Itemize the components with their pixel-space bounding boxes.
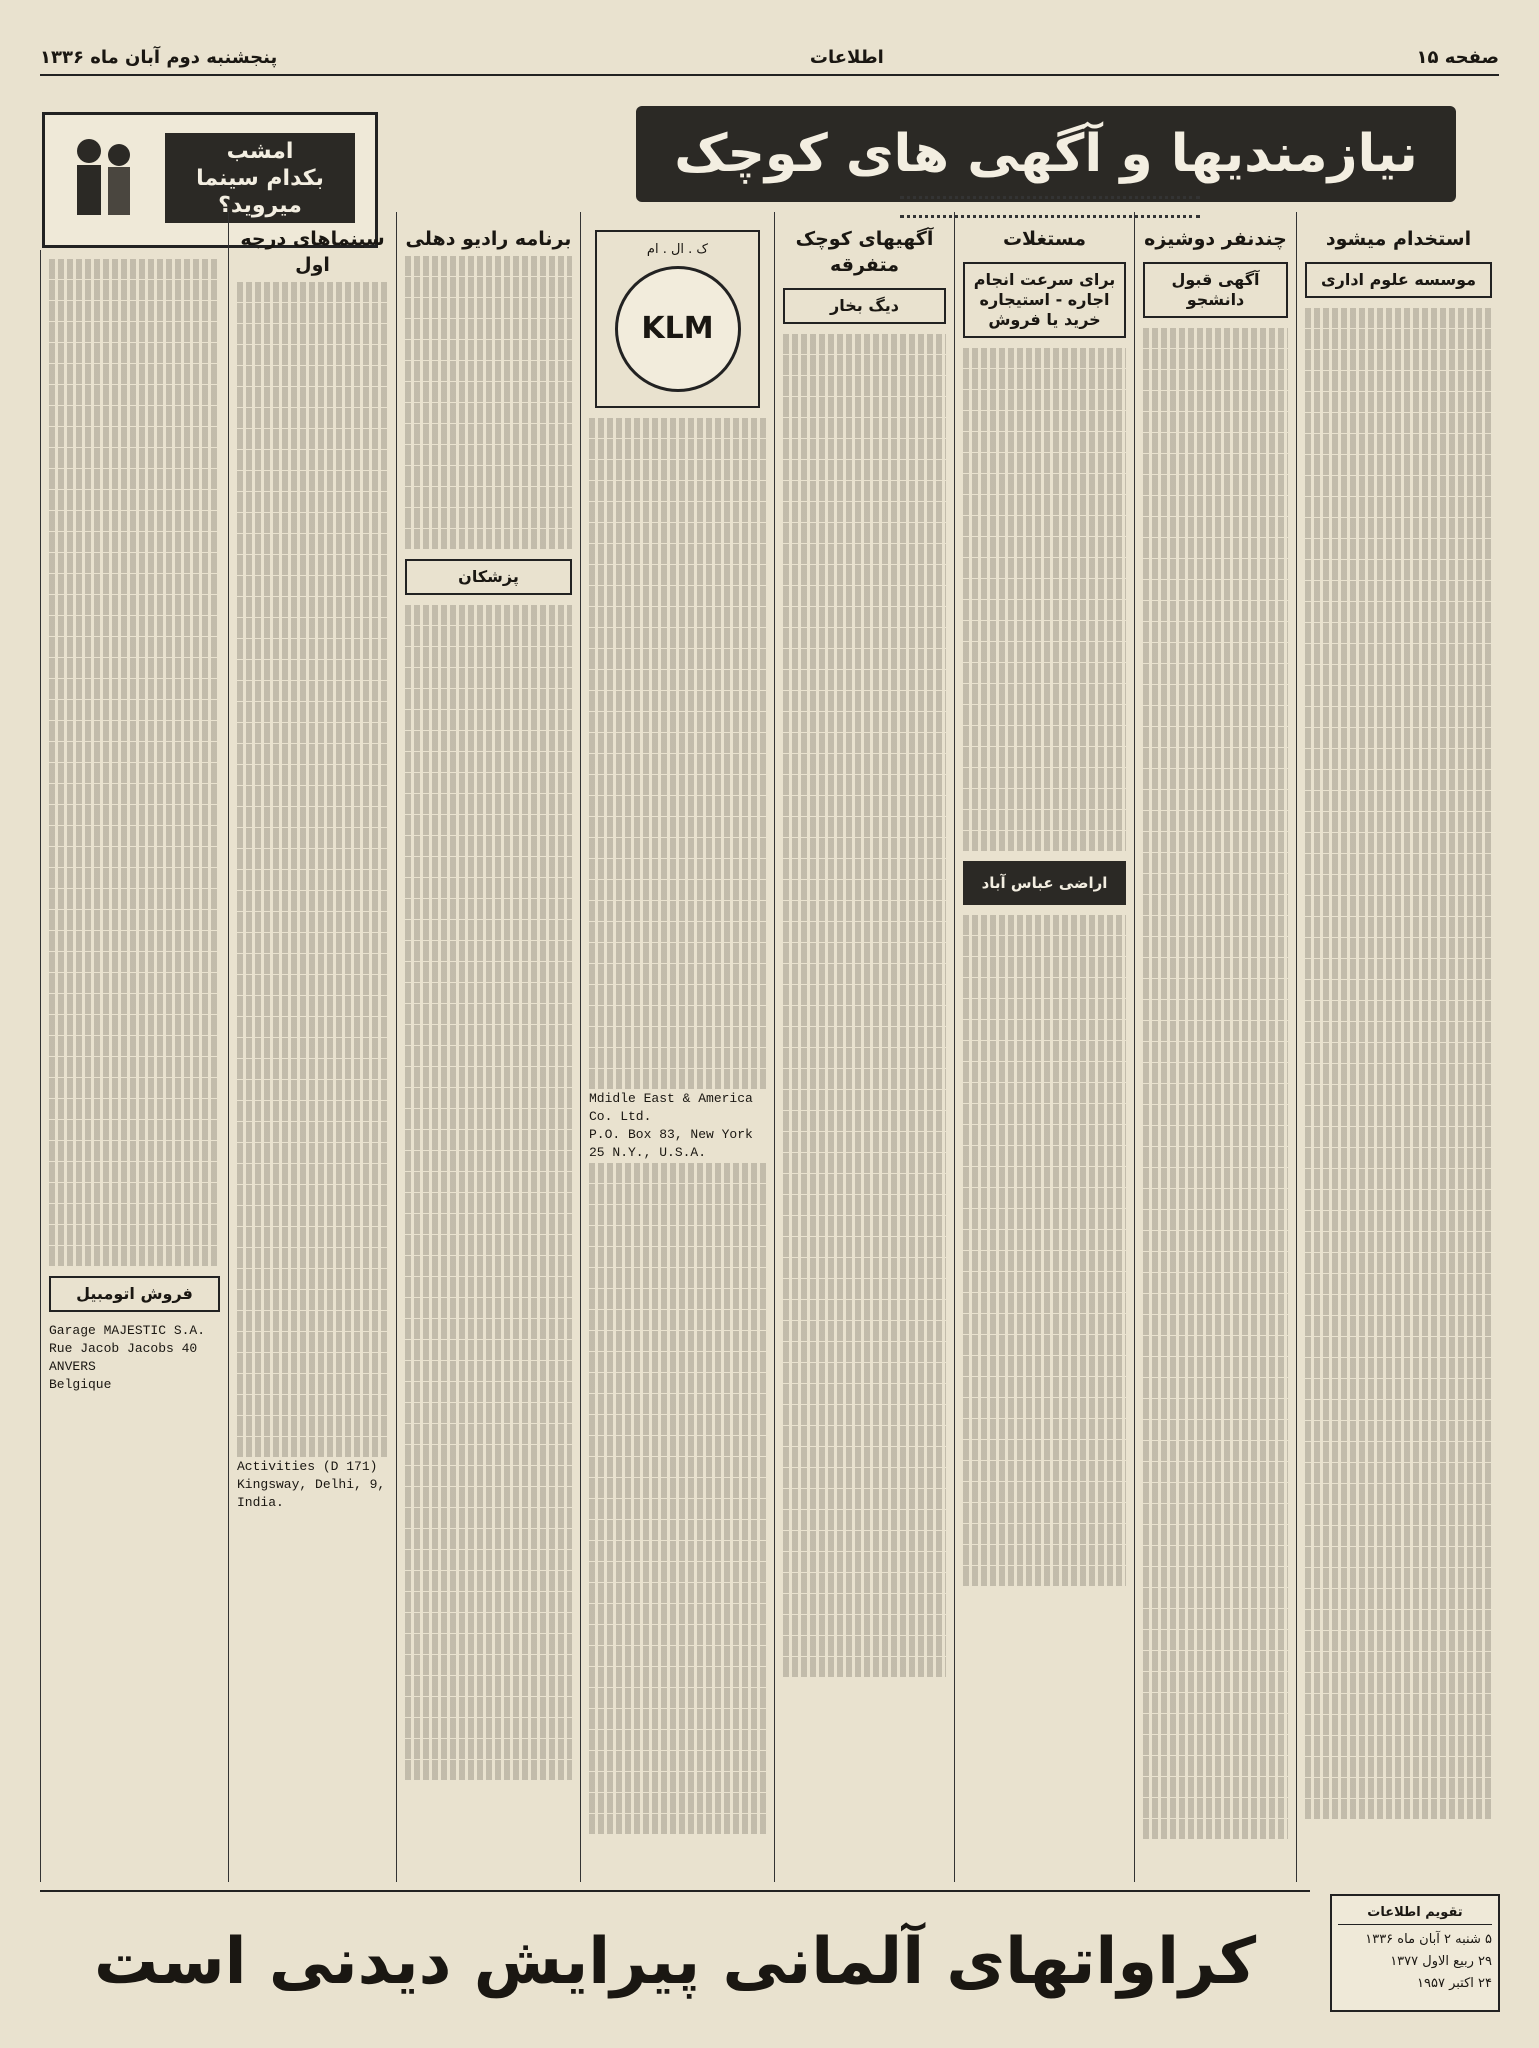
address-line: Co. Ltd.	[589, 1109, 652, 1124]
column-employment	[1296, 212, 1500, 1882]
address-line: Belgique	[49, 1377, 112, 1392]
auto-sale-heading: فروش اتومبیل	[49, 1276, 220, 1312]
column-left	[40, 250, 228, 1882]
klm-ad	[595, 230, 760, 408]
ad-subheading: آگهی قبول دانشجو	[1143, 262, 1288, 318]
column-heading: استخدام میشود	[1325, 228, 1472, 250]
cinema-question	[165, 133, 355, 223]
address-line: Mdidle East & America	[589, 1091, 753, 1106]
ad-subheading: پزشکان	[405, 559, 572, 595]
ad-body-text	[1143, 328, 1288, 1839]
middle-east-address	[589, 1090, 766, 1162]
column-klm	[580, 212, 774, 1882]
classifieds-banner: نیازمندیها و آگهی های کوچک	[636, 106, 1456, 202]
calendar-line: ۲۹ ربیع الاول ۱۳۷۷	[1390, 1954, 1492, 1969]
klm-brand: KLM	[641, 311, 714, 346]
ad-body-text	[49, 259, 220, 1266]
column-misc	[774, 212, 954, 1882]
paper-name: اطلاعات	[809, 46, 884, 68]
address-line: P.O. Box 83, New York	[589, 1127, 753, 1142]
couple-illustration-icon	[59, 129, 149, 229]
ad-body-text	[963, 915, 1126, 1586]
garage-address	[49, 1322, 220, 1394]
address-line: Activities (D 171)	[237, 1459, 378, 1474]
ad-body-text	[405, 256, 572, 549]
ad-subheading: موسسه علوم اداری	[1305, 262, 1492, 298]
ad-body-text	[783, 334, 946, 1677]
land-sale-ad	[963, 861, 1126, 905]
column-heading: سینماهای درجه اول	[240, 228, 385, 276]
activities-address	[237, 1458, 388, 1512]
klm-logo-icon	[615, 266, 741, 392]
column-doctors	[396, 212, 580, 1882]
address-line: 25 N.Y., U.S.A.	[589, 1145, 707, 1160]
cinema-question-line2: بکدام سینما	[196, 165, 324, 191]
page-number: صفحه ۱۵	[1416, 46, 1499, 68]
ad-subheading: برای سرعت انجام اجاره - استیجاره خرید یا فروش	[963, 262, 1126, 338]
column-heading: چندنفر دوشیزه	[1144, 228, 1287, 250]
address-line: Garage MAJESTIC S.A.	[49, 1323, 206, 1338]
calendar-box	[1330, 1894, 1500, 2012]
column-heading: مستغلات	[1002, 228, 1087, 250]
address-line: Kingsway, Delhi, 9, India.	[237, 1477, 386, 1510]
cinema-question-line1: امشب	[226, 138, 294, 164]
calendar-line: ۵ شنبه ۲ آبان ماه ۱۳۳۶	[1365, 1932, 1492, 1947]
cravat-advertisement: کراواتهای آلمانی پیرایش دیدنی است	[40, 1890, 1310, 2032]
column-heading: برنامه رادیو دهلی	[405, 228, 572, 250]
klm-persian-line: ک . ال . ام	[646, 242, 709, 257]
issue-date: پنجشنبه دوم آبان ماه ۱۳۳۶	[40, 46, 278, 68]
ad-body-text	[237, 282, 388, 1457]
column-cinemas	[228, 212, 396, 1882]
column-real-estate	[954, 212, 1134, 1882]
ad-body-text	[1305, 308, 1492, 1819]
address-line: Rue Jacob Jacobs 40	[49, 1341, 198, 1356]
ad-body-text	[963, 348, 1126, 851]
land-sale-ad-text: اراضی عباس آباد	[981, 874, 1108, 892]
calendar-line: ۲۴ اکتبر ۱۹۵۷	[1417, 1976, 1492, 1991]
address-line: ANVERS	[49, 1359, 96, 1374]
column-heading: آگهیهای کوچک متفرقه	[795, 228, 934, 276]
ad-subheading: دیگ بخار	[783, 288, 946, 324]
ad-body-text	[589, 418, 766, 1089]
calendar-title: تقویم اطلاعات	[1338, 1902, 1492, 1925]
ad-body-text	[405, 605, 572, 1780]
column-students	[1134, 212, 1296, 1882]
ad-body-text	[589, 1163, 766, 1834]
cinema-question-line3: میروید؟	[218, 192, 302, 218]
page-header	[40, 40, 1499, 76]
